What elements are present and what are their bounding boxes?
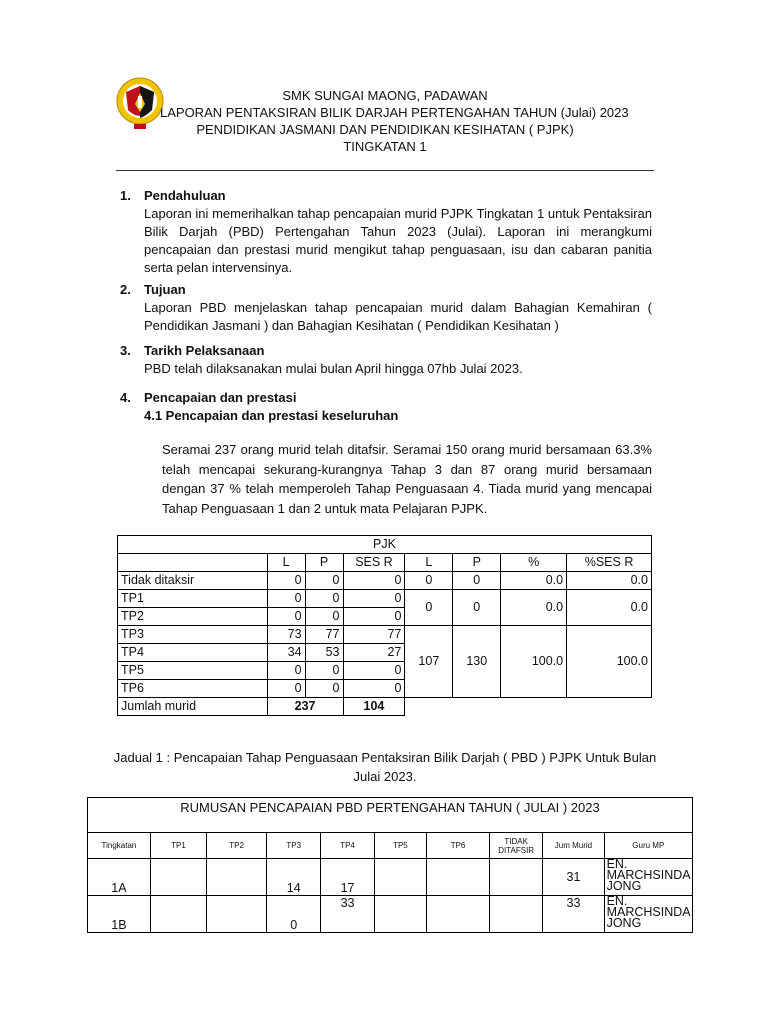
cell-l: 0: [267, 590, 305, 608]
cell-tp4: 17: [321, 859, 374, 896]
cell-tp3: 0: [267, 896, 321, 933]
cell-tp2: [207, 859, 267, 896]
header-cell: %SES R: [567, 554, 652, 572]
cell-guru: EN. MARCHSINDA JONG: [604, 896, 692, 933]
total-lp: 237: [267, 698, 343, 716]
group-ses-pct: 0.0: [567, 590, 652, 626]
cell-ses: 0: [343, 590, 405, 608]
cell-tingkatan: 1A: [88, 859, 151, 896]
row-label: TP4: [118, 644, 268, 662]
row-label: TP3: [118, 626, 268, 644]
cell-ses: 0: [343, 608, 405, 626]
header-cell: TP4: [321, 833, 374, 859]
row-label: TP6: [118, 680, 268, 698]
group-pct: 0.0: [501, 590, 567, 626]
section-number: 3.: [120, 343, 131, 358]
section-heading: Tujuan: [144, 282, 186, 297]
cell-l: 0: [267, 608, 305, 626]
header-cell: Guru MP: [604, 833, 692, 859]
summary-header-row: [88, 833, 693, 859]
header-cell: L: [267, 554, 305, 572]
table-title: PJK: [118, 536, 652, 554]
cell-jum-murid: 33: [543, 896, 604, 933]
cell-p: 0: [305, 608, 343, 626]
summary-table: [87, 797, 693, 933]
cell-tingkatan: 1B: [88, 896, 151, 933]
header-cell: TP3: [267, 833, 321, 859]
group-p: 0: [453, 590, 501, 626]
section-body: PBD telah dilaksanakan mulai bulan April hingga 07hb Julai 2023.: [144, 361, 523, 376]
group-p: 0: [453, 572, 501, 590]
header-cell: TP5: [374, 833, 426, 859]
header-divider: [116, 170, 654, 171]
table-row: [118, 590, 652, 608]
header-cell: SES R: [343, 554, 405, 572]
cell-tp1: [150, 896, 206, 933]
group-ses-pct: 100.0: [567, 626, 652, 698]
summary-row: [88, 896, 693, 933]
cell-ses: 77: [343, 626, 405, 644]
cell-l: 0: [267, 680, 305, 698]
group-p: 130: [453, 626, 501, 698]
section-number: 1.: [120, 188, 131, 203]
cell-ses: 0: [343, 662, 405, 680]
summary-row: [88, 859, 693, 896]
header-cell: P: [453, 554, 501, 572]
cell-p: 77: [305, 626, 343, 644]
section-body: Laporan ini memerihalkan tahap pencapaian murid PJPK Tingkatan 1 untuk Pentaksiran Bilik Darjah (PBD) Pertengahan Tahun 2023 (Julai). Laporan ini merangkumi pencapaian dan prestasi murid mengikut tahap penguasaan, isu dan cabaran panitia serta pelan intervensinya.: [144, 206, 652, 275]
cell-tp4: 33: [321, 896, 374, 933]
row-label: TP5: [118, 662, 268, 680]
cell-tp6: [427, 896, 490, 933]
subsection-heading: 4.1 Pencapaian dan prestasi keseluruhan: [144, 408, 399, 423]
section-tujuan: [120, 281, 652, 335]
summary-paragraph: Seramai 237 orang murid telah ditafsir. Seramai 150 orang murid bersamaan 63.3% telah mencapai sekurang-kurangnya Tahap 3 dan 87 orang murid bersamaan dengan 37 % telah memperoleh Tahap Penguasaan 4. Tiada murid yang mencapai Tahap Penguasaan 1 dan 2 untuk mata Pelajaran PJPK.: [162, 442, 652, 516]
row-label: TP1: [118, 590, 268, 608]
total-ses: 104: [343, 698, 405, 716]
section-number: 4.: [120, 390, 131, 405]
row-label: Tidak ditaksir: [118, 572, 268, 590]
header-cell: Tingkatan: [88, 833, 151, 859]
header-cell: TIDAK DITAFSIR: [489, 833, 542, 859]
cell-p: 53: [305, 644, 343, 662]
empty-cell: [405, 698, 652, 716]
header-cell: P: [305, 554, 343, 572]
cell-tidak-ditafsir: [489, 859, 542, 896]
table-total-row: [118, 698, 652, 716]
section-heading: Tarikh Pelaksanaan: [144, 343, 265, 358]
group-l: 107: [405, 626, 453, 698]
cell-tp6: [427, 859, 490, 896]
section-number: 2.: [120, 282, 131, 297]
cell-tp3: 14: [267, 859, 321, 896]
pjk-achievement-table: [117, 535, 652, 716]
table-row: [118, 572, 652, 590]
cell-tp5: [374, 896, 426, 933]
section-body: Laporan PBD menjelaskan tahap pencapaian murid dalam Bahagian Kemahiran ( Pendidikan Jasmani ) dan Bahagian Kesihatan ( Pendidikan Kesihatan ): [144, 300, 652, 333]
header-cell: L: [405, 554, 453, 572]
cell-p: 0: [305, 572, 343, 590]
section-tarikh: [120, 342, 652, 378]
cell-l: 0: [267, 662, 305, 680]
table-header-row: [118, 554, 652, 572]
group-l: 0: [405, 590, 453, 626]
section-pencapaian: [120, 389, 652, 425]
report-title: LAPORAN PENTAKSIRAN BILIK DARJAH PERTENGAHAN TAHUN (Julai) 2023: [160, 105, 629, 120]
cell-l: 73: [267, 626, 305, 644]
group-l: 0: [405, 572, 453, 590]
section-heading: Pendahuluan: [144, 188, 226, 203]
total-label: Jumlah murid: [118, 698, 268, 716]
cell-jum-murid: 31: [543, 859, 604, 896]
cell-p: 0: [305, 662, 343, 680]
header-cell: %: [501, 554, 567, 572]
cell-ses: 0: [343, 680, 405, 698]
cell-guru: EN. MARCHSINDA JONG: [604, 859, 692, 896]
report-level: TINGKATAN 1: [343, 139, 427, 154]
header-cell: TP1: [150, 833, 206, 859]
cell-p: 0: [305, 590, 343, 608]
row-label: TP2: [118, 608, 268, 626]
report-subject: PENDIDIKAN JASMANI DAN PENDIDIKAN KESIHATAN ( PJPK): [196, 122, 574, 137]
cell-tidak-ditafsir: [489, 896, 542, 933]
header-cell: TP2: [207, 833, 267, 859]
group-pct: 100.0: [501, 626, 567, 698]
report-header: [160, 87, 629, 155]
cell-tp2: [207, 896, 267, 933]
group-ses-pct: 0.0: [567, 572, 652, 590]
header-cell: TP6: [427, 833, 490, 859]
cell-tp5: [374, 859, 426, 896]
school-crest-icon: [116, 66, 164, 136]
cell-ses: 27: [343, 644, 405, 662]
cell-ses: 0: [343, 572, 405, 590]
group-pct: 0.0: [501, 572, 567, 590]
header-cell: Jum Murid: [543, 833, 604, 859]
section-heading: Pencapaian dan prestasi: [144, 390, 297, 405]
table-caption: Jadual 1 : Pencapaian Tahap Penguasaan Pentaksiran Bilik Darjah ( PBD ) PJPK Untuk Bulan Julai 2023.: [113, 750, 657, 784]
cell-p: 0: [305, 680, 343, 698]
header-cell: [118, 554, 268, 572]
summary-table-title: RUMUSAN PENCAPAIAN PBD PERTENGAHAN TAHUN ( JULAI ) 2023: [88, 798, 693, 833]
table-row: [118, 626, 652, 644]
school-name: SMK SUNGAI MAONG, PADAWAN: [282, 88, 488, 103]
section-pendahuluan: [120, 187, 652, 277]
cell-l: 34: [267, 644, 305, 662]
cell-l: 0: [267, 572, 305, 590]
cell-tp1: [150, 859, 206, 896]
